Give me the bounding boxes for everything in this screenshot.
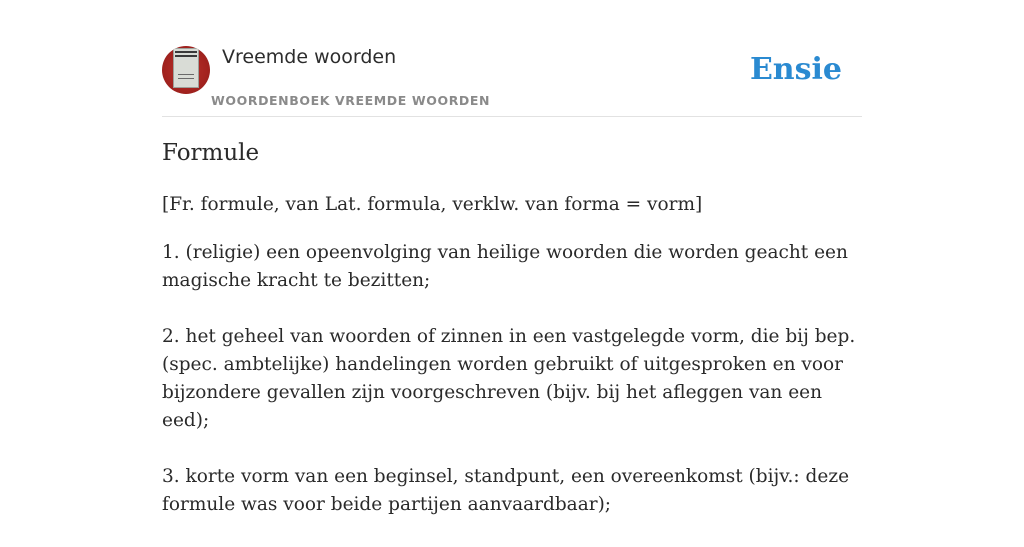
- entry-title: Formule: [162, 140, 260, 166]
- page-content: [162, 0, 862, 515]
- book-cover-image: [173, 48, 199, 88]
- definition-item: 2. het geheel van woorden of zinnen in een vastgelegde vorm, die bij bep. (spec. ambtelijke) handelingen worden gebruikt of uitgesproken en voor bijzondere gevallen zijn voorgeschreven (bijv. bij het afleggen van een eed);: [162, 326, 856, 431]
- book-cover-icon[interactable]: [162, 46, 210, 94]
- definitions-list: [162, 239, 862, 547]
- ensie-logo-link[interactable]: Ensie: [749, 52, 842, 87]
- page-header: [162, 0, 862, 117]
- entry-etymology: [Fr. formule, van Lat. formula, verklw. van forma = vorm]: [162, 194, 703, 215]
- book-title-link[interactable]: Vreemde woorden: [222, 46, 397, 68]
- definition-item: 3. korte vorm van een beginsel, standpunt, een overeenkomst (bijv.: deze formule was voor beide partijen aanvaardbaar);: [162, 466, 850, 515]
- dictionary-subtitle: WOORDENBOEK VREEMDE WOORDEN: [211, 93, 491, 108]
- definition-item: 1. (religie) een opeenvolging van heilige woorden die worden geacht een magische kracht te bezitten;: [162, 242, 848, 291]
